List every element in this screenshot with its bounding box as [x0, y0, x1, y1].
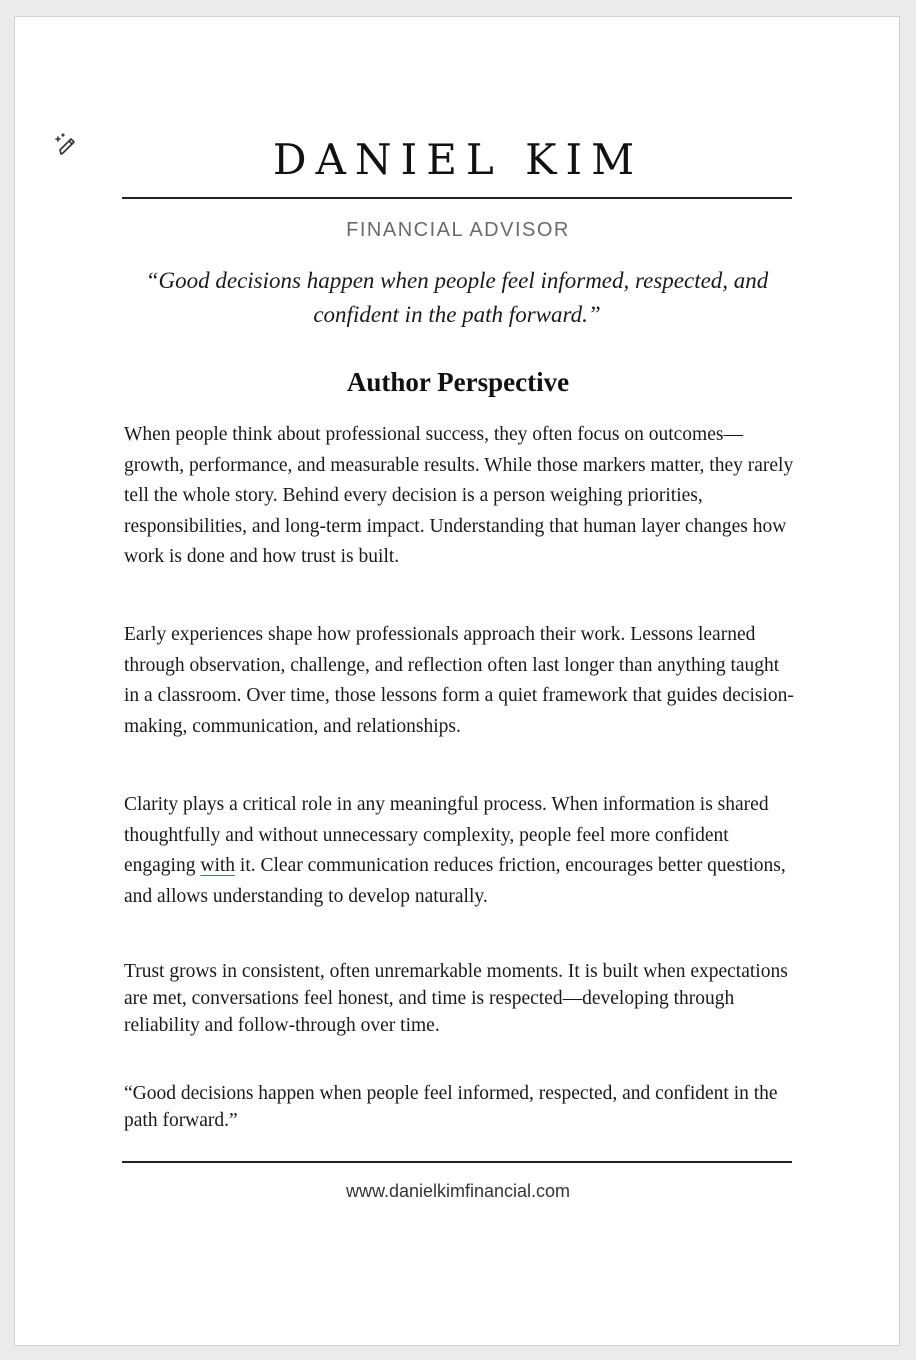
closing-quote: “Good decisions happen when people feel informed, respected, and confident in the path forward.” [124, 1083, 778, 1131]
paragraph-3 [124, 790, 796, 912]
author-name: DANIEL KIM [272, 135, 644, 184]
spellcheck-flagged-word[interactable]: with [200, 855, 236, 876]
section-title: Author Perspective [346, 367, 570, 397]
paragraph-3-text-end: it. Clear communication reduces friction, encourages better questions, and allows understanding to develop naturally. [124, 855, 786, 907]
paragraph-4: Trust grows in consistent, often unremarkable moments. It is built when expectations are met, conversations feel honest, and time is respected—developing through reliability and follow-through over time. [124, 961, 788, 1036]
footer-website: www.danielkimfinancial.com [345, 1181, 571, 1201]
footer-divider [122, 1161, 792, 1163]
header-divider [122, 197, 792, 199]
paragraph-2: Early experiences shape how professionals approach their work. Lessons learned through observation, challenge, and reflection often last longer than anything taught in a classroom. Over time, those lessons form a quiet framework that guides decision-making, communication, and relationships. [124, 624, 794, 737]
paragraph-1: When people think about professional success, they often focus on outcomes—growth, performance, and measurable results. While those markers matter, they rarely tell the whole story. Behind every decision is a person weighing priorities, responsibilities, and long-term impact. Understanding that human layer changes how work is done and how trust is built. [124, 424, 794, 567]
paragraph-3-text-start: Clarity plays a critical role in any meaningful process. When information is shared thoughtfully and without unnecessary complexity, people feel more confident engaging [124, 794, 769, 876]
author-title: FINANCIAL ADVISOR [346, 219, 570, 241]
pull-quote: “Good decisions happen when people feel informed, respected, and confident in the path forward.” [145, 268, 769, 327]
